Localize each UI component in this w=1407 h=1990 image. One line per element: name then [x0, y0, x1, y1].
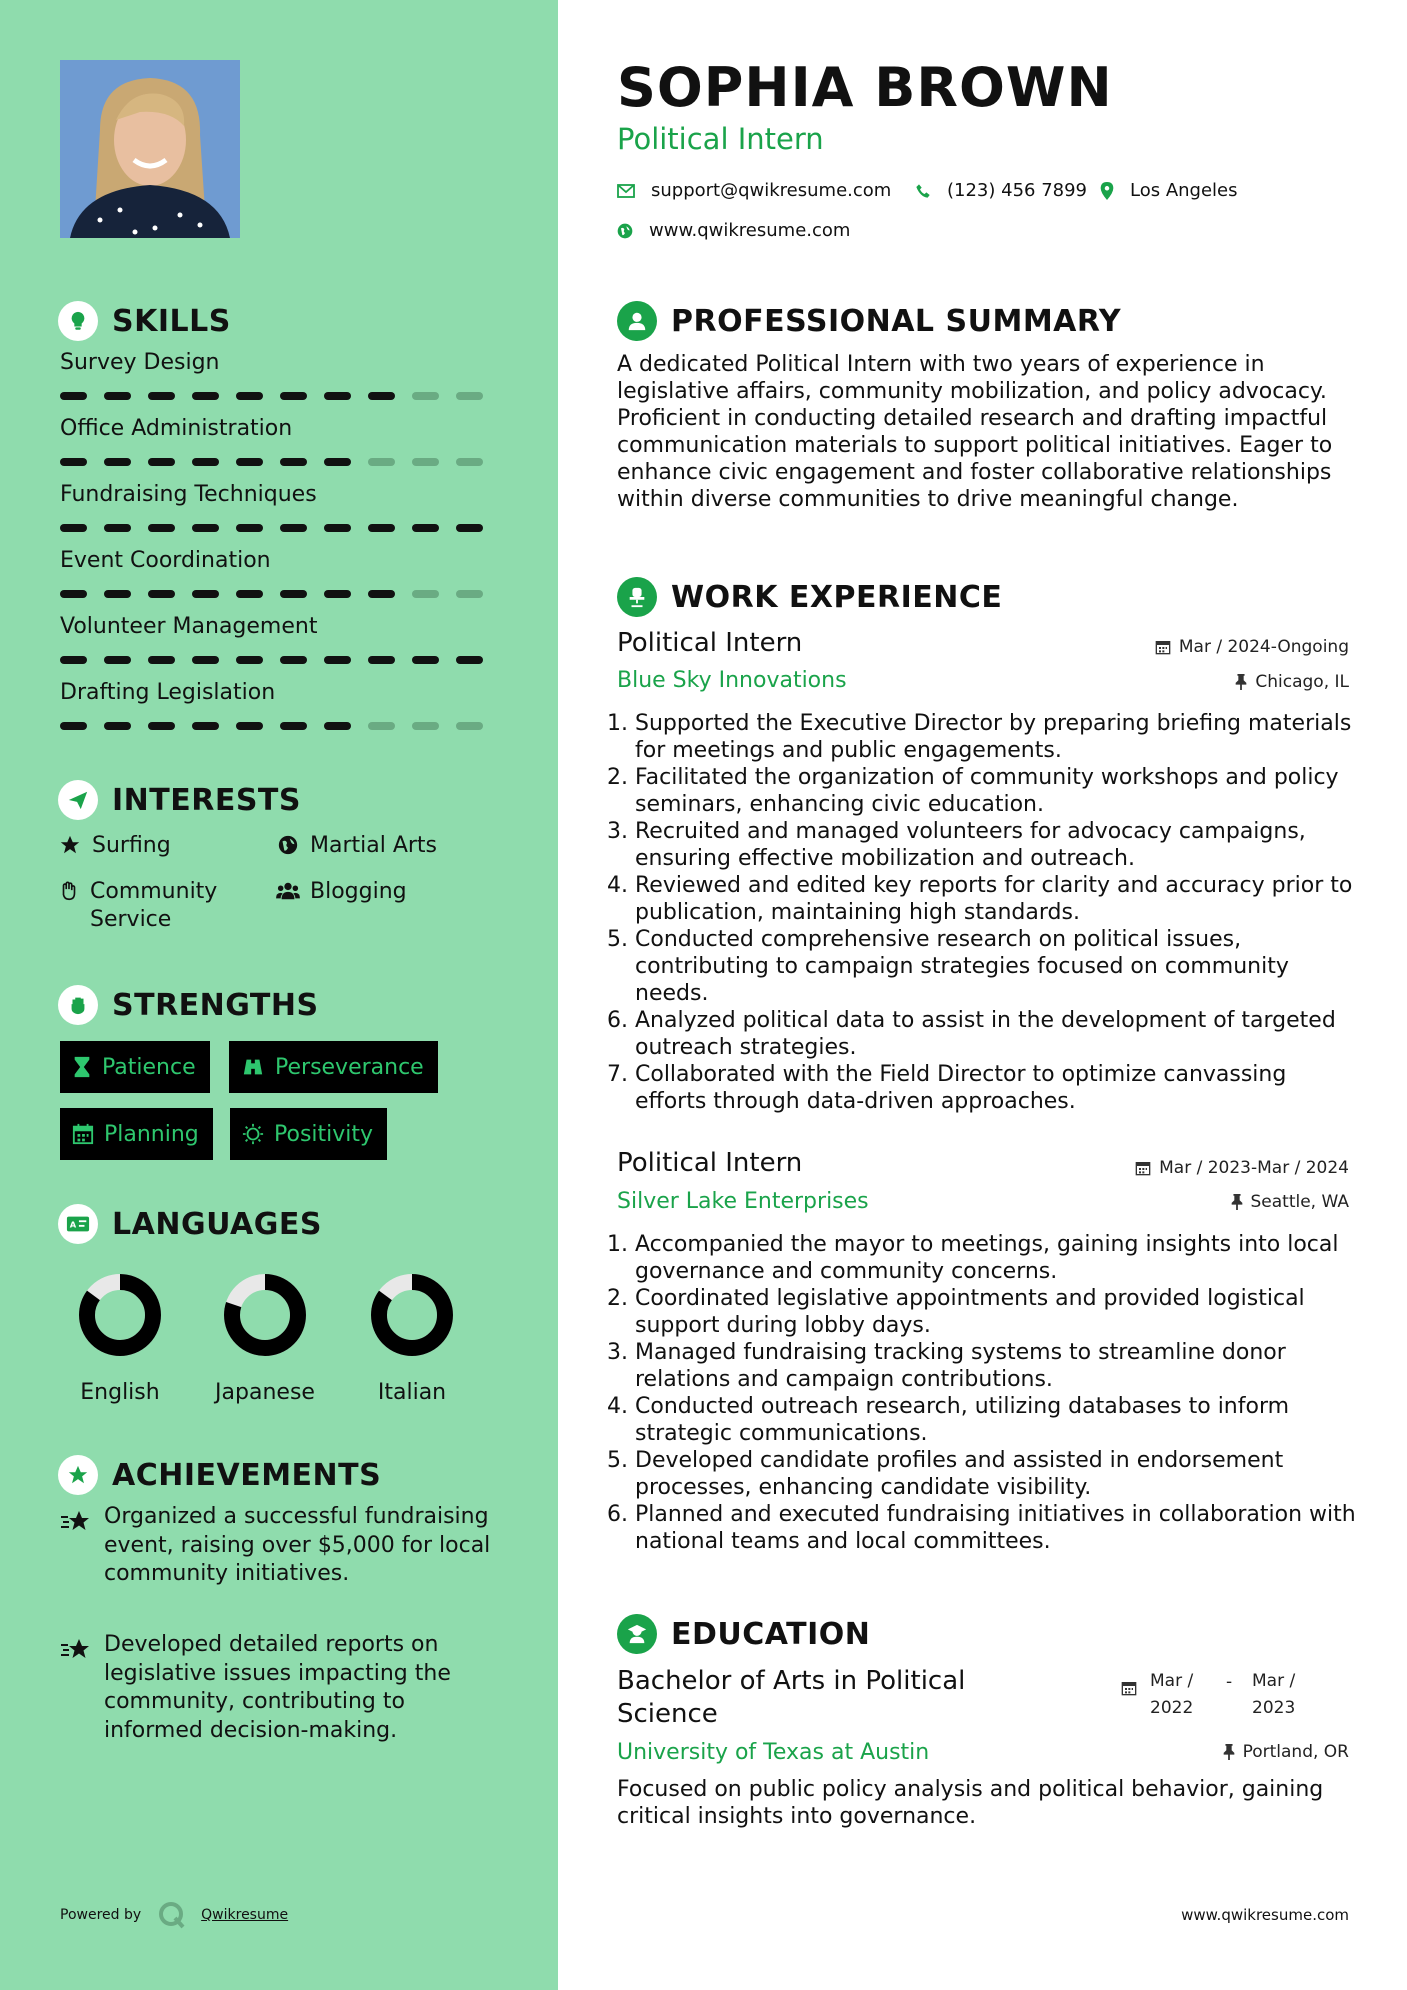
skill-level-segment	[456, 722, 483, 730]
job-bullet: 5. Conducted comprehensive research on political issues, contributing to campaign strategies focused on community needs.	[635, 926, 1357, 1007]
map-pin-icon	[1100, 182, 1114, 200]
company-name: Blue Sky Innovations	[617, 668, 847, 693]
user-icon	[617, 301, 657, 341]
skill-level-segment	[368, 722, 395, 730]
skill-level-segment	[192, 722, 219, 730]
fist-icon	[58, 985, 98, 1025]
strength-badge	[60, 1041, 210, 1093]
phone-icon	[915, 183, 931, 199]
skill-level-segment	[148, 590, 175, 598]
powered-by-text: Powered by	[60, 1907, 142, 1923]
job-dates	[1155, 637, 1349, 657]
hourglass-icon	[72, 1056, 92, 1078]
language-label: Japanese	[215, 1380, 315, 1405]
skills-header	[58, 301, 231, 341]
skill-level-segment	[368, 590, 395, 598]
achievements-header	[58, 1455, 381, 1495]
interests-title: INTERESTS	[112, 782, 301, 818]
location-text: Los Angeles	[1130, 180, 1238, 201]
pushpin-icon	[1235, 674, 1247, 690]
skill-level-segment	[368, 458, 395, 466]
brand-link[interactable]: Qwikresume	[201, 1907, 289, 1923]
skill-name: Fundraising Techniques	[60, 482, 317, 507]
skill-level-segment	[324, 722, 351, 730]
skill-item	[60, 416, 500, 466]
profile-photo	[60, 60, 240, 238]
contact-phone[interactable]	[915, 180, 1087, 201]
job-bullets	[617, 1231, 1357, 1555]
job-bullet: 3. Recruited and managed volunteers for advocacy campaigns, ensuring effective mobilization and outreach.	[635, 818, 1357, 872]
job-bullet: 1. Accompanied the mayor to meetings, gaining insights into local governance and community concerns.	[635, 1231, 1357, 1285]
skill-level-segment	[104, 722, 131, 730]
language-level-ring	[220, 1270, 310, 1360]
skill-level-segment	[324, 524, 351, 532]
education-description: Focused on public policy analysis and political behavior, gaining critical insights into governance.	[617, 1777, 1324, 1829]
pushpin-icon	[1223, 1744, 1235, 1760]
website-text: www.qwikresume.com	[649, 220, 851, 241]
job-bullet: 4. Reviewed and edited key reports for clarity and accuracy prior to publication, maintaining high standards.	[635, 872, 1357, 926]
language-item	[347, 1270, 477, 1405]
skill-level-segment	[60, 590, 87, 598]
achievement-text: Developed detailed reports on legislative issues impacting the community, contributing to informed decision-making.	[104, 1632, 451, 1743]
job-location-text: Seattle, WA	[1250, 1192, 1349, 1212]
calendar-icon	[1135, 1160, 1151, 1176]
skill-item	[60, 614, 500, 664]
job-dates-text: Mar / 2024-Ongoing	[1178, 637, 1349, 657]
interest-label: Surfing	[92, 833, 171, 858]
qwikresume-logo-icon	[157, 1900, 187, 1930]
contact-website[interactable]	[617, 220, 850, 241]
skill-level-segment	[148, 524, 175, 532]
contact-email[interactable]	[617, 180, 891, 201]
skill-name: Event Coordination	[60, 548, 271, 573]
job-title: Political Intern	[617, 1148, 803, 1178]
graduation-cap-icon	[617, 1614, 657, 1654]
skill-level-segment	[104, 590, 131, 598]
skill-level-segment	[236, 392, 263, 400]
skill-level-segment	[280, 590, 307, 598]
skill-level-bar	[60, 656, 500, 664]
skill-level-segment	[148, 392, 175, 400]
school-name: University of Texas at Austin	[617, 1740, 930, 1765]
sidebar	[0, 0, 558, 1990]
skill-name: Volunteer Management	[60, 614, 318, 639]
skill-level-segment	[192, 656, 219, 664]
skill-level-segment	[192, 590, 219, 598]
language-item	[55, 1270, 185, 1405]
skill-level-segment	[236, 722, 263, 730]
skill-level-segment	[412, 590, 439, 598]
interest-item	[58, 832, 171, 860]
interests-header	[58, 780, 301, 820]
job-bullet: 3. Managed fundraising tracking systems to streamline donor relations and campaign contributions.	[635, 1339, 1357, 1393]
education-header	[617, 1614, 870, 1654]
skill-level-segment	[60, 656, 87, 664]
skill-level-segment	[412, 458, 439, 466]
phone-text: (123) 456 7899	[947, 180, 1088, 201]
interest-item	[276, 832, 437, 860]
job-bullet: 2. Coordinated legislative appointments and provided logistical support during lobby days.	[635, 1285, 1357, 1339]
sun-icon	[242, 1123, 264, 1145]
summary-title: PROFESSIONAL SUMMARY	[671, 303, 1122, 339]
paper-plane-icon	[58, 780, 98, 820]
skill-level-segment	[148, 458, 175, 466]
candidate-name: SOPHIA BROWN	[617, 56, 1113, 119]
skill-level-segment	[60, 392, 87, 400]
chair-icon	[617, 577, 657, 617]
skill-level-segment	[148, 656, 175, 664]
company-name: Silver Lake Enterprises	[617, 1189, 869, 1214]
star-badge-icon	[58, 1455, 98, 1495]
candidate-role: Political Intern	[617, 122, 824, 156]
skill-level-bar	[60, 590, 500, 598]
skill-level-bar	[60, 722, 500, 730]
language-level-ring	[367, 1270, 457, 1360]
job-bullets	[617, 710, 1357, 1115]
skill-level-segment	[368, 524, 395, 532]
strength-label: Positivity	[274, 1121, 374, 1147]
skill-level-segment	[192, 458, 219, 466]
job-bullet: 5. Developed candidate profiles and assisted in endorsement processes, enhancing candidate visibility.	[635, 1447, 1357, 1501]
strength-badge	[229, 1041, 438, 1093]
skill-item	[60, 680, 500, 730]
shooting-star-icon	[60, 1503, 92, 1589]
skill-level-segment	[236, 458, 263, 466]
skills-title: SKILLS	[112, 303, 231, 339]
skill-level-segment	[412, 722, 439, 730]
language-item	[200, 1270, 330, 1405]
education-calendar-icon-wrap	[1121, 1680, 1137, 1700]
skill-level-segment	[456, 524, 483, 532]
skill-level-segment	[412, 392, 439, 400]
strength-label: Planning	[104, 1121, 199, 1147]
education-start: Mar / 2022	[1150, 1671, 1194, 1718]
skill-level-segment	[324, 590, 351, 598]
language-label: Italian	[377, 1380, 447, 1405]
skill-level-segment	[192, 392, 219, 400]
binoculars-icon	[241, 1056, 265, 1078]
education-location-text: Portland, OR	[1242, 1742, 1349, 1762]
achievement-text: Organized a successful fundraising event, raising over $5,000 for local community initiatives.	[104, 1504, 491, 1586]
lightbulb-icon	[58, 301, 98, 341]
achievement-item	[60, 1503, 500, 1589]
calendar-icon	[1121, 1680, 1137, 1700]
education-title: EDUCATION	[671, 1616, 871, 1652]
job-bullet: 1. Supported the Executive Director by preparing briefing materials for meetings and public engagements.	[635, 710, 1357, 764]
skill-level-bar	[60, 392, 500, 400]
interest-label: Blogging	[310, 879, 407, 904]
language-level-ring	[75, 1270, 165, 1360]
education-location	[1223, 1742, 1349, 1762]
skill-level-bar	[60, 524, 500, 532]
skill-level-segment	[324, 458, 351, 466]
skill-level-segment	[412, 524, 439, 532]
interest-item	[58, 878, 258, 934]
strength-badge	[230, 1108, 387, 1160]
contact-location	[1100, 180, 1238, 201]
skill-level-segment	[104, 392, 131, 400]
job-bullet: 6. Planned and executed fundraising initiatives in collaboration with national teams and local committees.	[635, 1501, 1357, 1555]
interest-label: Community Service	[90, 879, 218, 932]
skill-level-segment	[280, 524, 307, 532]
skill-level-segment	[280, 392, 307, 400]
strength-label: Perseverance	[275, 1054, 424, 1080]
job-dates-text: Mar / 2023-Mar / 2024	[1159, 1158, 1349, 1178]
skill-level-segment	[280, 722, 307, 730]
globe-icon	[276, 832, 300, 856]
skill-level-segment	[456, 458, 483, 466]
svg-text:A: A	[69, 1219, 77, 1230]
summary-header	[617, 301, 1121, 341]
skill-level-segment	[456, 590, 483, 598]
job-bullet: 7. Collaborated with the Field Director to optimize canvassing efforts through data-driven approaches.	[635, 1061, 1357, 1115]
star-icon	[58, 832, 82, 856]
skill-level-segment	[104, 524, 131, 532]
skill-level-segment	[104, 458, 131, 466]
envelope-icon	[617, 184, 635, 198]
summary-text: A dedicated Political Intern with two years of experience in legislative affairs, community mobilization, and policy advocacy. Proficient in conducting detailed research and drafting impactful communication materials to support political initiatives. Eager to enhance civic engagement and foster collaborative relationships within diverse communities to drive meaningful change.	[617, 352, 1333, 512]
job-bullet: 6. Analyzed political data to assist in the development of targeted outreach strategies.	[635, 1007, 1357, 1061]
powered-by	[60, 1900, 288, 1930]
job-bullet: 2. Facilitated the organization of community workshops and policy seminars, enhancing civic education.	[635, 764, 1357, 818]
language-card-icon	[58, 1204, 98, 1244]
work-header	[617, 577, 1002, 617]
skill-level-bar	[60, 458, 500, 466]
skill-level-segment	[60, 458, 87, 466]
achievements-title: ACHIEVEMENTS	[112, 1457, 382, 1493]
languages-title: LANGUAGES	[112, 1206, 322, 1242]
interest-item	[276, 878, 407, 906]
job-location	[1231, 1192, 1350, 1212]
footer-url[interactable]: www.qwikresume.com	[1181, 1906, 1349, 1924]
strengths-title: STRENGTHS	[112, 987, 319, 1023]
users-icon	[276, 878, 300, 902]
skill-item	[60, 350, 500, 400]
skill-level-segment	[148, 722, 175, 730]
achievement-item	[60, 1631, 500, 1745]
shooting-star-icon	[60, 1631, 92, 1745]
skill-level-segment	[324, 392, 351, 400]
skill-level-segment	[456, 656, 483, 664]
globe-icon	[617, 223, 633, 239]
degree-title: Bachelor of Arts in Political Science	[617, 1666, 966, 1729]
skill-level-segment	[236, 524, 263, 532]
hand-icon	[58, 878, 80, 902]
main-content	[558, 0, 1407, 1990]
skill-level-segment	[280, 656, 307, 664]
job-location-text: Chicago, IL	[1255, 672, 1349, 692]
work-title: WORK EXPERIENCE	[671, 579, 1003, 615]
strength-label: Patience	[102, 1054, 196, 1080]
skill-level-segment	[280, 458, 307, 466]
language-label: English	[80, 1380, 160, 1405]
skill-name: Survey Design	[60, 350, 220, 375]
calendar-icon	[72, 1123, 94, 1145]
skill-item	[60, 482, 500, 532]
languages-header	[58, 1204, 322, 1244]
job-dates	[1135, 1158, 1349, 1178]
education-end: Mar / 2023	[1252, 1671, 1296, 1718]
skill-level-segment	[236, 590, 263, 598]
skill-level-segment	[104, 656, 131, 664]
skill-level-segment	[324, 656, 351, 664]
skill-level-segment	[236, 656, 263, 664]
job-title: Political Intern	[617, 628, 803, 658]
skill-level-segment	[368, 392, 395, 400]
skill-level-segment	[456, 392, 483, 400]
skill-level-segment	[60, 524, 87, 532]
skill-level-segment	[192, 524, 219, 532]
strength-badge	[60, 1108, 213, 1160]
skill-name: Drafting Legislation	[60, 680, 276, 705]
skill-level-segment	[60, 722, 87, 730]
skill-item	[60, 548, 500, 598]
skill-level-segment	[412, 656, 439, 664]
skill-level-segment	[368, 656, 395, 664]
job-location	[1235, 672, 1349, 692]
email-text: support@qwikresume.com	[651, 180, 892, 201]
job-bullet: 4. Conducted outreach research, utilizing databases to inform strategic communications.	[635, 1393, 1357, 1447]
calendar-icon	[1155, 639, 1171, 655]
pushpin-icon	[1231, 1194, 1243, 1210]
interest-label: Martial Arts	[310, 833, 438, 858]
skill-name: Office Administration	[60, 416, 293, 441]
date-separator: -	[1226, 1672, 1233, 1692]
strengths-header	[58, 985, 319, 1025]
